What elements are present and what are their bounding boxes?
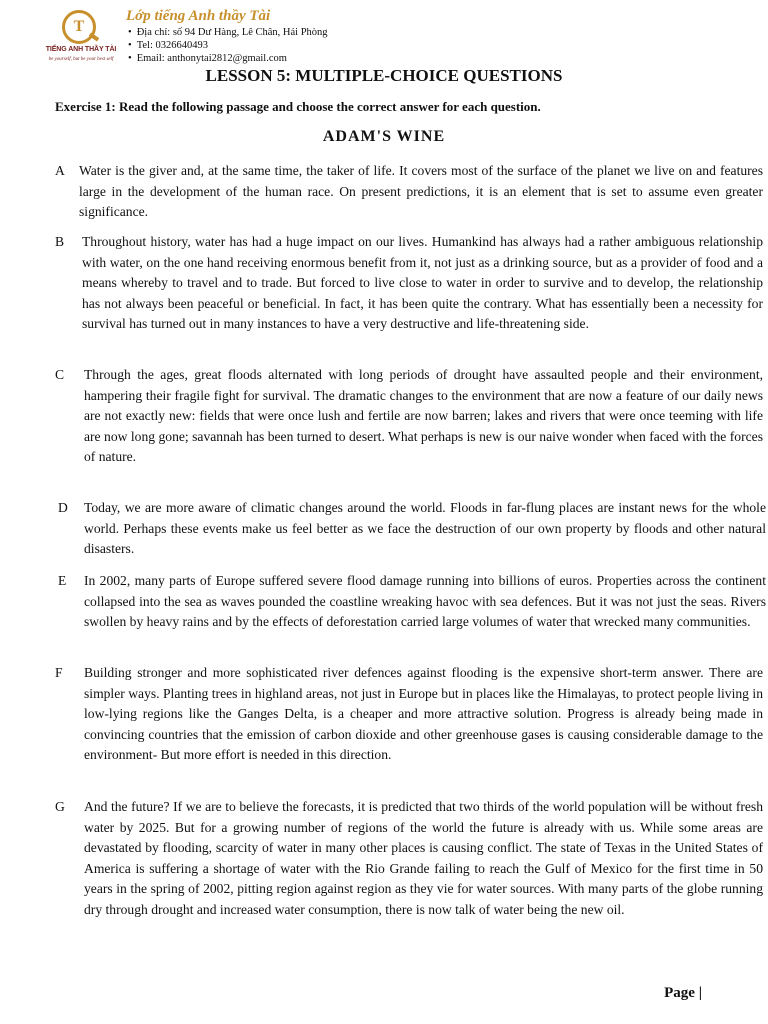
- paragraph-letter: G: [55, 799, 65, 814]
- paragraph-d: [58, 498, 766, 560]
- paragraph-text: Water is the giver and, at the same time, the taker of life. It covers most of the surface of the planet we live on and features large in the development of the human race. On present predictions, it is an element that is set to assume even greater significance.: [79, 163, 763, 220]
- center-name: Lớp tiếng Anh thầy Tài: [126, 8, 271, 24]
- paragraph-c: [55, 365, 763, 468]
- paragraph-text: Today, we are more aware of climatic changes around the world. Floods in far-flung places are instant news for the whole world. Perhaps these events make us feel better as we face the destruction of our own property by floods and other natural disasters.: [84, 500, 766, 557]
- exercise-instruction: Exercise 1: Read the following passage and choose the correct answer for each question.: [55, 99, 541, 114]
- paragraph-text: Building stronger and more sophisticated river defences against flooding is the expensive short-term answer. There are simpler ways. Planting trees in highland areas, not just in Europe but in places like the Himalayas, to protect people living in low-lying regions like the Ganges Delta, is a cheaper and more attractive solution. Progress is already being made in convincing countries that the emission of carbon dioxide and other greenhouse gases is causing considerable damage to the environment- But more effort is needed in this direction.: [84, 665, 763, 763]
- contact-address: • Địa chỉ: số 94 Dư Hàng, Lê Chân, Hải Phòng: [128, 26, 328, 39]
- paragraph-letter: C: [55, 367, 65, 382]
- paragraph-letter: D: [58, 500, 68, 515]
- passage-title: ADAM'S WINE: [322, 128, 446, 145]
- paragraph-text: Through the ages, great floods alternated with long periods of drought have assaulted people and their environment, hampering their fragile fight for survival. The dramatic changes to the environment that are now a feature of our daily news are not exactly new: fields that were once lush and fertile are now barren; lakes and rivers that were once teeming with life are now long gone; savannah has been turned to desert. What perhaps is new is our naive wonder when faced with the forces of nature.: [84, 367, 763, 465]
- paragraph-e: [58, 571, 766, 633]
- paragraph-letter: E: [58, 573, 67, 588]
- paragraph-text: Throughout history, water has had a huge impact on our lives. Humankind has always had a rather ambiguous relationship with water, on the one hand receiving enormous benefit from it, not just as a drinking source, but as a provider of food and a means whereby to travel and to trade. But forced to live close to water in order to survive and to develop, the relationship has not always been peaceful or beneficial. In fact, it has been quite the contrary. What has essentially been a necessity for survival has turned out in many instances to have a very destructive and life-threatening side.: [82, 234, 763, 332]
- magnifier-logo-icon: T: [62, 10, 96, 44]
- paragraph-letter: F: [55, 665, 63, 680]
- logo-tagline: be yourself, but be your best self: [48, 57, 114, 62]
- lesson-title: LESSON 5: MULTIPLE-CHOICE QUESTIONS: [205, 66, 563, 85]
- logo-name: TIẾNG ANH THẦY TÀI: [45, 46, 117, 53]
- document-header: [40, 8, 740, 68]
- contact-list: [128, 26, 328, 65]
- paragraph-a: [55, 161, 763, 223]
- paragraph-letter: B: [55, 234, 65, 249]
- paragraph-g: [55, 797, 763, 921]
- paragraph-f: [55, 663, 763, 766]
- center-logo: [40, 8, 122, 68]
- paragraph-text: In 2002, many parts of Europe suffered severe flood damage running into billions of euros. Properties across the continent collapsed into the sea as waves pounded the coastline wreaking havoc with sea defences. But it was not just the seas. Rivers swollen by heavy rains and by the effects of deforestation carried large volumes of water that wrecked many communities.: [84, 573, 766, 630]
- contact-phone: • Tel: 0326640493: [128, 39, 328, 52]
- paragraph-b: [55, 232, 763, 335]
- paragraph-letter: A: [55, 163, 65, 178]
- contact-email: • Email: anthonytai2812@gmail.com: [128, 52, 328, 65]
- page-number-label: Page |: [664, 985, 702, 1001]
- paragraph-text: And the future? If we are to believe the forecasts, it is predicted that two thirds of the world population will be without fresh water by 2025. But for a growing number of regions of the world the future is already with us. While some areas are devastated by flooding, scarcity of water in many other places is causing conflict. The state of Texas in the United States of America is suffering a shortage of water with the Rio Grande failing to reach the Gulf of Mexico for the first time in 50 years in the spring of 2002, pitting region against region as they vie for water sources. With many parts of the globe running dry through drought and increased water consumption, there is now talk of water being the new oil.: [84, 799, 763, 917]
